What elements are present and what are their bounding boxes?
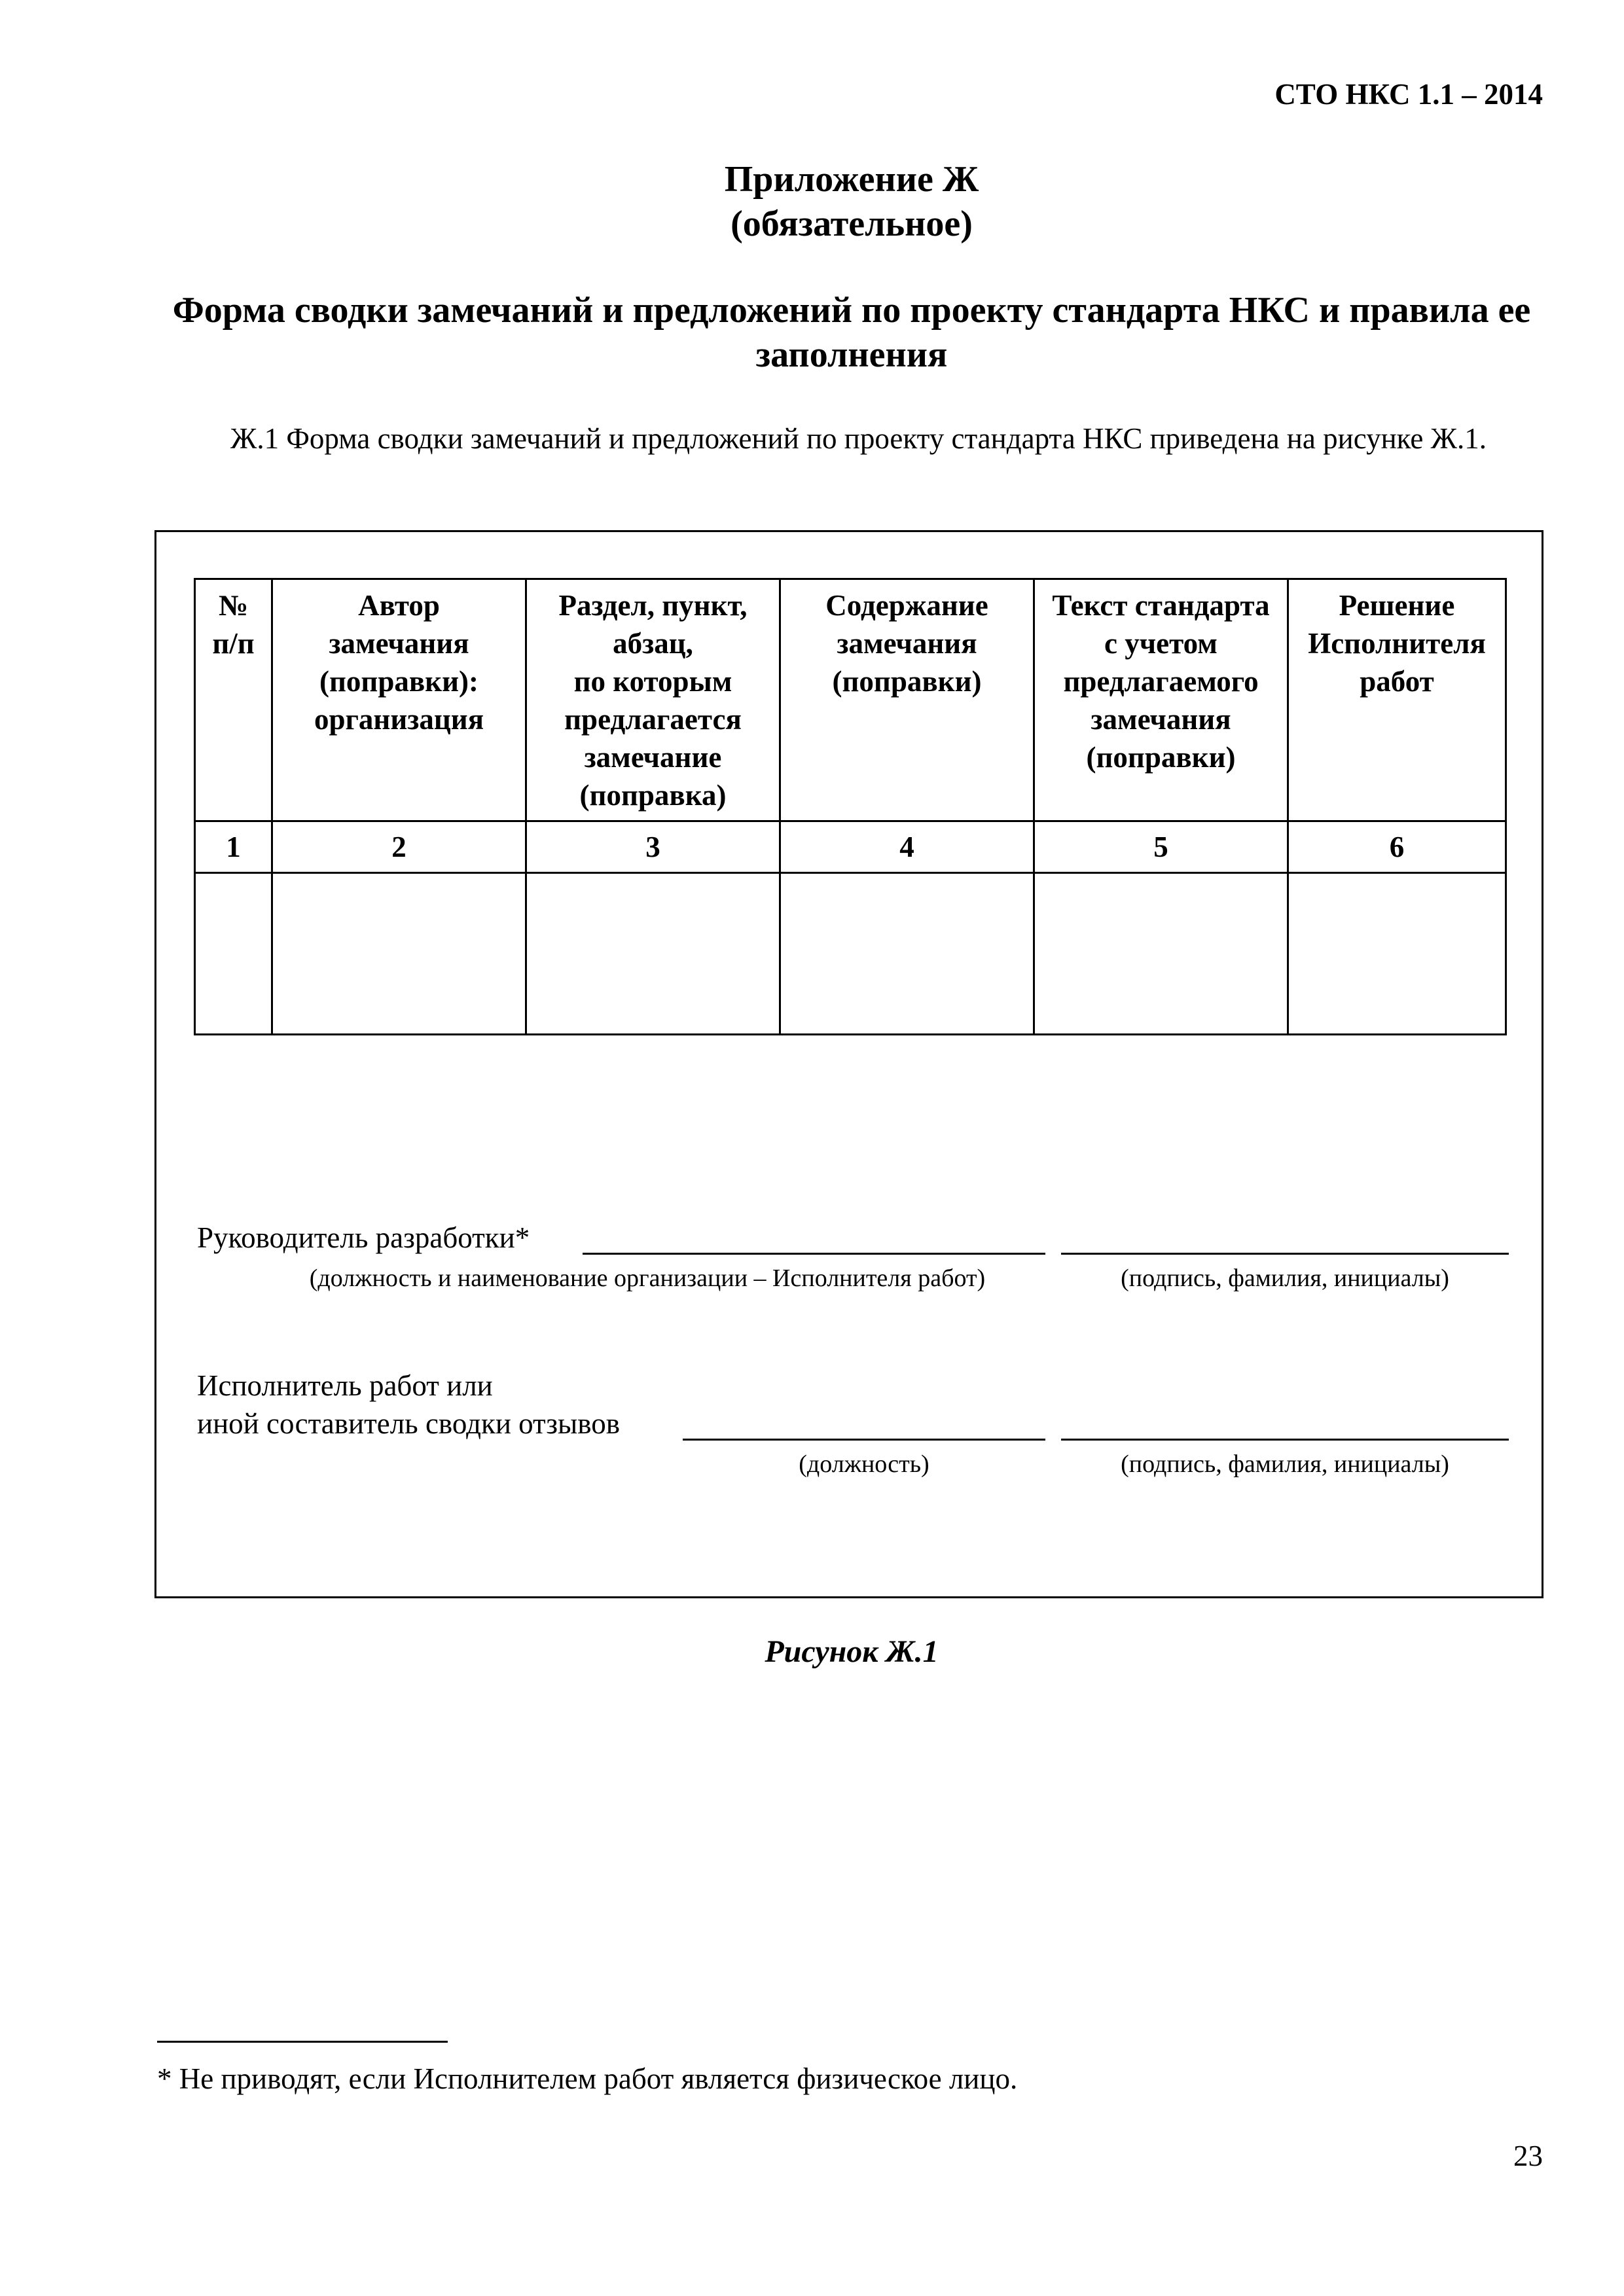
comments-summary-table bbox=[194, 578, 1507, 1035]
column-header-content: Содержание замечания (поправки) bbox=[780, 579, 1034, 821]
column-number: 6 bbox=[1288, 821, 1506, 873]
compiler-signature-caption: (подпись, фамилия, инициалы) bbox=[1121, 1450, 1449, 1478]
intro-paragraph: Ж.1 Форма сводки замечаний и предложений по проекту стандарта НКС приведена на рисунке Ж.1. bbox=[230, 422, 1487, 455]
figure-caption: Рисунок Ж.1 bbox=[765, 1634, 939, 1669]
footnote-divider bbox=[157, 2041, 448, 2043]
table-cell bbox=[1288, 873, 1506, 1035]
compiler-label-line1: Исполнитель работ или bbox=[197, 1369, 493, 1402]
compiler-signature-line bbox=[1061, 1439, 1509, 1441]
column-header-author: Автор замечания (поправки): организация bbox=[272, 579, 526, 821]
page-number: 23 bbox=[1513, 2140, 1543, 2172]
compiler-position-caption: (должность) bbox=[799, 1450, 929, 1478]
column-header-section: Раздел, пункт, абзац, по которым предлагается замечание (поправка) bbox=[526, 579, 780, 821]
column-number: 2 bbox=[272, 821, 526, 873]
column-header-standard-text: Текст стандарта с учетом предлагаемого замечания (поправки) bbox=[1034, 579, 1288, 821]
column-number: 5 bbox=[1034, 821, 1288, 873]
table-cell bbox=[195, 873, 272, 1035]
table-cell bbox=[780, 873, 1034, 1035]
table-row bbox=[195, 873, 1506, 1035]
head-position-line bbox=[583, 1253, 1045, 1255]
form-heading: Форма сводки замечаний и предложений по проекту стандарта НКС и правила ее заполнения bbox=[172, 290, 1531, 375]
appendix-status: (обязательное) bbox=[731, 204, 973, 244]
table-cell bbox=[526, 873, 780, 1035]
column-number-row bbox=[195, 821, 1506, 873]
column-number: 1 bbox=[195, 821, 272, 873]
table-cell bbox=[1034, 873, 1288, 1035]
footnote: * Не приводят, если Исполнителем работ является физическое лицо. bbox=[157, 2062, 1018, 2095]
appendix-title: Приложение Ж bbox=[724, 159, 979, 200]
column-header-decision: Решение Исполнителя работ bbox=[1288, 579, 1506, 821]
compiler-position-line bbox=[683, 1439, 1045, 1441]
head-signature-caption: (подпись, фамилия, инициалы) bbox=[1121, 1265, 1449, 1292]
figure-frame bbox=[154, 530, 1543, 1598]
head-of-development-label: Руководитель разработки* bbox=[197, 1221, 530, 1254]
table-header-row bbox=[195, 579, 1506, 821]
column-number: 3 bbox=[526, 821, 780, 873]
column-header-number: № п/п bbox=[195, 579, 272, 821]
document-code: СТО НКС 1.1 – 2014 bbox=[1274, 78, 1543, 111]
head-signature-line bbox=[1061, 1253, 1509, 1255]
head-position-caption: (должность и наименование организации – Исполнителя работ) bbox=[309, 1265, 986, 1292]
compiler-label-line2: иной составитель сводки отзывов bbox=[197, 1407, 620, 1440]
appendix-title-block bbox=[0, 157, 1624, 246]
column-number: 4 bbox=[780, 821, 1034, 873]
table-cell bbox=[272, 873, 526, 1035]
